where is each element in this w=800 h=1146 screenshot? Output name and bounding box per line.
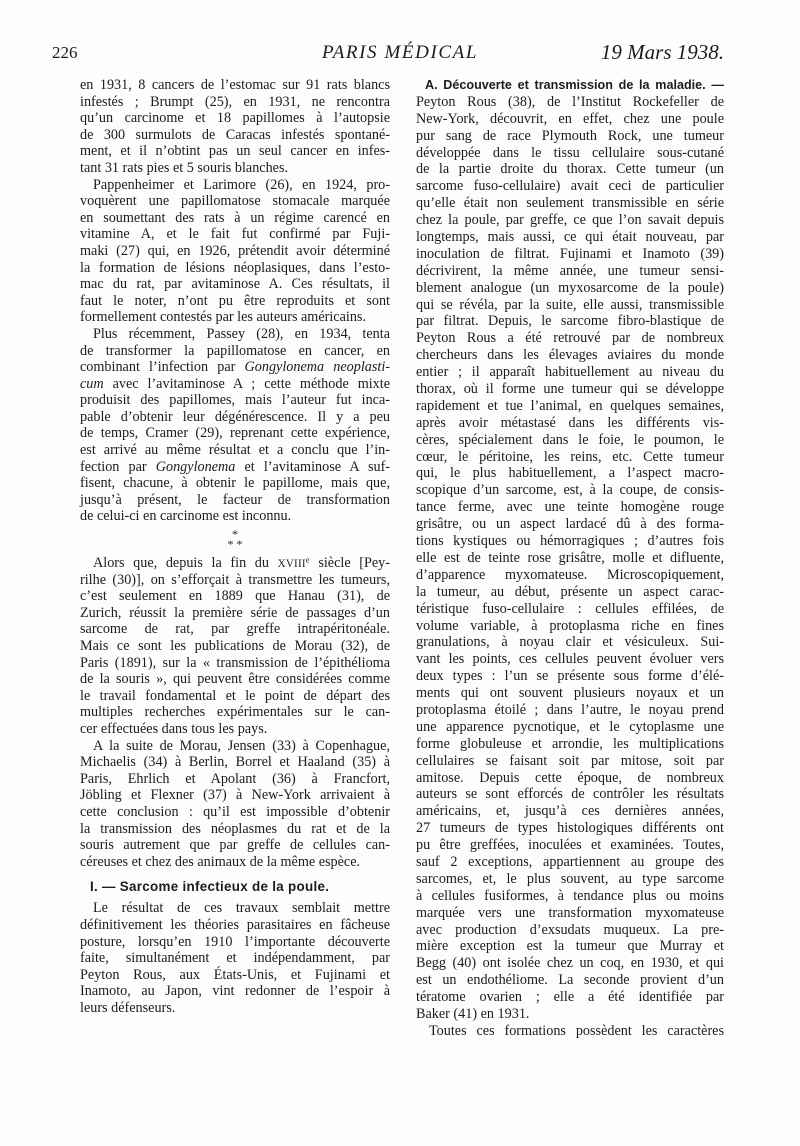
- line-segment: combinant l’infection par: [80, 359, 236, 376]
- text-line: la formation de lésions néoplasiques, dans l’esto-: [80, 259, 390, 276]
- text-line: forme globuleuse et arrondie, les multiplications: [416, 735, 724, 752]
- text-line: Inamoto, au Japon, vint redonner de l’espoir à: [80, 983, 390, 1000]
- text-line: téristique fuso-cellulaire : cellules effilées, de: [416, 600, 724, 617]
- text-line: de la partie droite du thorax. Cette tumeur (un: [416, 161, 724, 178]
- text-line: longtemps, mais aussi, ce qui était nouveau, par: [416, 229, 724, 246]
- text-line: qui, le plus habituellement, a l’aspect macro-: [416, 465, 724, 482]
- text-line: [80, 359, 390, 376]
- text-line: New-York, découvrit, en effet, chez une poule: [416, 110, 724, 127]
- text-line: Jöbling et Flexner (37) à New-York arrivaient à: [80, 787, 390, 804]
- text-line: vitamine A, et le fait fut confirmé par Fuji-: [80, 226, 390, 243]
- text-line: par filtrat. Depuis, le sarcome fibro-blastique de: [416, 313, 724, 330]
- section-heading: I. — Sarcome infectieux de la poule.: [90, 879, 330, 895]
- text-line: produisit des papillomes, mais l’auteur fut inca-: [80, 392, 390, 409]
- italic-taxon-name: Gongylonema: [155, 458, 236, 475]
- text-line: cellulaires se faisant soit par mitose, soit par: [416, 752, 724, 769]
- text-line: de temps, Cramer (29), reprenant cette expérience,: [80, 425, 390, 442]
- text-line: pable d’obtenir leur dégénérescence. Il y a peu: [80, 408, 390, 425]
- line-segment: et l’avitaminose A suf-: [244, 458, 391, 475]
- text-line: tant 31 rats pies et 5 souris blanches.: [80, 159, 289, 176]
- text-line: Begg (40) ont isolée chez un coq, en 1930, et qui: [416, 955, 724, 972]
- text-line: qu’un carcinome et 18 papillomes à l’autopsie: [80, 110, 390, 127]
- text-line: fisent, chacune, à obtenir le papillome, mais que,: [80, 475, 390, 492]
- italic-taxon-name: cum: [80, 375, 104, 392]
- text-line: sauf 2 exceptions, appartiennent au groupe des: [416, 853, 724, 870]
- text-line: Pappenheimer et Larimore (26), en 1924, pro-: [93, 176, 390, 193]
- text-line: Mais ce sont les publications de Morau (32), de: [80, 638, 390, 654]
- text-line: maki (27) qui, en 1926, prétendit avoir déterminé: [80, 242, 390, 259]
- text-line: mière exception est la tumeur que Murray et: [416, 938, 724, 955]
- text-line: elle est de teinte rose grisâtre, molle et difluente,: [416, 549, 724, 566]
- page-number: 226: [52, 43, 78, 62]
- text-line: Peyton Rous (38), de l’Institut Rockefeller de: [416, 93, 724, 110]
- asterism-top: *: [232, 527, 238, 542]
- text-line: vant les points, ces cellules peuvent évoluer vers: [416, 651, 724, 668]
- text-line: sarcome fuso-cellulaire) avait ceci de particulier: [416, 178, 724, 195]
- text-line: en 1931, 8 cancers de l’estomac sur 91 rats blancs: [80, 77, 390, 93]
- text-line: Baker (41) en 1931.: [416, 1005, 530, 1022]
- text-line: qu’elle était non seulement transmissible en série: [416, 195, 724, 212]
- text-line: amitose. Depuis cette époque, de nombreux: [416, 769, 724, 786]
- text-line: après avoir métastasé dans les différents vis-: [416, 414, 724, 431]
- text-line: qui se révéla, par la suite, elle aussi, transmissible: [416, 296, 724, 313]
- left-column: [80, 77, 390, 1016]
- text-line: faite, simultanément et indépendamment, par: [80, 950, 390, 967]
- italic-taxon-name: Gongylonema neoplasti-: [244, 359, 390, 376]
- text-line: sarcome de rat, par greffe intrapéritonéale.: [80, 621, 390, 638]
- text-line: volume variable, à protoplasma riche en fines: [416, 617, 724, 634]
- text-line: c’est seulement en 1889 que Hanau (31), de: [80, 588, 390, 605]
- text-line: le travail fondamental et le point de départ des: [80, 687, 390, 704]
- paragraph: [80, 326, 390, 525]
- text-line: scopique d’un sarcome, est, à la coupe, de consis-: [416, 482, 724, 499]
- text-line: de 300 surmulots de Caracas infestés spontané-: [80, 126, 390, 143]
- text-line: inoculation de filtrat. Fujinami et Inamoto (39): [416, 245, 724, 262]
- text-line: une apparence pycnotique, et le cytoplasme une: [416, 718, 724, 735]
- text-line: Paris, Ehrlich et Apolant (36) à Francfort,: [80, 770, 390, 787]
- century-small-caps: XVIII: [277, 558, 306, 571]
- text-line: Toutes ces formations possèdent les caractères: [429, 1022, 724, 1039]
- text-line: mac du rat, par avitaminose A. Ces résultats, il: [80, 276, 390, 293]
- text-line: marquée vers une transformation myxomateuse: [416, 904, 724, 921]
- paragraph: [80, 177, 390, 326]
- text-line: est arrivé au même résultat et a conclu que l’in-: [80, 442, 390, 459]
- text-line: pu être greffées, inoculées et examinées. Toutes,: [416, 837, 724, 854]
- text-line: protoplasma étoilé ; dans l’autre, le noyau prend: [416, 701, 724, 718]
- paragraph: [416, 77, 724, 1023]
- text-line: la tumeur, au début, présente un aspect carac-: [416, 583, 724, 600]
- issue-date: 19 Mars 1938.: [600, 40, 724, 64]
- text-line: définitivement les théories parasitaires en fâcheuse: [80, 916, 390, 933]
- text-line: souris autrement que par greffe de cellules can-: [80, 837, 390, 854]
- text-line: Plus récemment, Passey (28), en 1934, tenta: [93, 325, 390, 342]
- text-line: céreuses et chez des animaux de la même espèce.: [80, 853, 361, 870]
- text-line: [80, 555, 390, 572]
- text-line: tions kystiques ou hémorragiques ; d’autres fois: [416, 533, 724, 550]
- text-line: tératome ovarien ; elle a été identifiée par: [416, 989, 724, 1006]
- text-line: en soumettant des rats à un régime carencé en: [80, 209, 390, 226]
- text-line: Peyton Rous, aux États-Unis, et Fujinami et: [80, 966, 390, 983]
- ordinal-superscript: e: [305, 554, 310, 565]
- asterism-divider: [80, 525, 390, 555]
- text-line: deux types : l’un se présente sous forme d’élé-: [416, 668, 724, 685]
- text-line: d’apparence myxomateuse. Microscopiquement,: [416, 566, 724, 583]
- text-line: ments qui ont souvent plusieurs noyaux et un: [416, 685, 724, 702]
- text-line: blement analogue (un myxosarcome de la poule): [416, 279, 724, 296]
- asterism-bottom: * *: [227, 537, 243, 552]
- text-line: Paris (1891), sur la « transmission de l’épithélioma: [80, 654, 390, 671]
- right-column: [416, 77, 724, 1040]
- text-line: [80, 376, 390, 393]
- text-line: la transmission des néoplasmes du rat et de la: [80, 820, 390, 837]
- line-segment: fection par: [80, 458, 147, 475]
- text-line: décrivirent, la même année, une tumeur sensi-: [416, 262, 724, 279]
- text-line: posture, lorsqu’en 1910 l’importante découverte: [80, 933, 390, 950]
- paragraph: [80, 900, 390, 1016]
- line-segment: siècle [Pey-: [318, 555, 390, 572]
- text-line: Michaelis (34) à Berlin, Borrel et Haaland (35) à: [80, 754, 390, 771]
- text-line: pur sang de race Plymouth Rock, une tumeur: [416, 127, 724, 144]
- text-line: tance ferme, avec une teinte homogène rouge: [416, 499, 724, 516]
- text-line: entier ; il apparaît habituellement au niveau du: [416, 364, 724, 381]
- text-line: développée dans le tissu cellulaire sous-cutané: [416, 144, 724, 161]
- text-line: cères, spécialement dans le foie, le poumon, le: [416, 431, 724, 448]
- text-line: Peyton Rous a été retrouvé par de nombreux: [416, 330, 724, 347]
- paragraph: [416, 1023, 724, 1040]
- text-line: sarcomes, et, le plus souvent, au type sarcome: [416, 870, 724, 887]
- text-line: de la souris », qui peuvent être considérées comme: [80, 671, 390, 688]
- subsection-heading: A. Découverte et transmission de la maladie. —: [425, 78, 724, 92]
- text-line: jusqu’à présent, le facteur de transformation: [80, 491, 390, 508]
- line-segment: avec l’avitaminose A ; cette méthode mixte: [112, 375, 391, 392]
- line-segment: Alors que, depuis la fin du: [93, 555, 269, 572]
- text-line: faut le noter, n’ont pu être reproduits et sont: [80, 292, 390, 309]
- text-line: Zurich, réussit la première série de passages d’un: [80, 604, 390, 621]
- text-line: granulations, à noyau clair et vésiculeux. Sui-: [416, 634, 724, 651]
- text-line: formellement contestés par les auteurs américains.: [80, 309, 367, 326]
- text-line: Le résultat de ces travaux semblait mettre: [93, 900, 390, 917]
- text-line: américains, et, jusqu’à ces dernières années,: [416, 803, 724, 820]
- text-line: cer effectuées dans tous les pays.: [80, 720, 268, 737]
- text-line: [80, 459, 390, 476]
- text-line: avec production d’exsudats muqueux. La pre-: [416, 921, 724, 938]
- paragraph: [80, 555, 390, 738]
- paragraph: [80, 77, 390, 177]
- text-line: infestés ; Brumpt (25), en 1931, ne rencontra: [80, 93, 390, 110]
- text-line: thorax, où il forme une tumeur qui se développe: [416, 381, 724, 398]
- text-line: rilhe (30)], on s’efforçait à transmettre les tumeurs,: [80, 571, 390, 588]
- text-line: de transformer la papillomatose en cancer, en: [80, 342, 390, 359]
- paragraph: [80, 738, 390, 871]
- text-line: leurs défenseurs.: [80, 999, 176, 1016]
- text-line: auteurs se sont efforcés de contrôler les résultats: [416, 786, 724, 803]
- text-line: cœur, le péritoine, les reins, etc. Cette tumeur: [416, 448, 724, 465]
- text-line: à cellules fusiformes, à tendance plus ou moins: [416, 887, 724, 904]
- text-line: cette conclusion : qu’il est impossible d’obtenir: [80, 803, 390, 820]
- text-line: est un endothéliome. La seconde provient d’un: [416, 972, 724, 989]
- text-line: de celui-ci en carcinome est inconnu.: [80, 508, 292, 525]
- text-line: ment, et il n’obtint pas un seul cancer en infes-: [80, 143, 390, 160]
- text-line: chez la poule, par greffe, ce que l’on savait depuis: [416, 212, 724, 229]
- text-line: A la suite de Morau, Jensen (33) à Copenhague,: [93, 737, 390, 754]
- text-line: rapidement et tue l’animal, en quelques semaines,: [416, 397, 724, 414]
- text-line: grisâtre, ou un aspect lardacé dû à des forma-: [416, 516, 724, 533]
- text-line: multiples recherches expérimentales sur le can-: [80, 704, 390, 721]
- text-line: 27 tumeurs de types histologiques différents ont: [416, 820, 724, 837]
- text-line: chercheurs dans les élevages aviaires du monde: [416, 347, 724, 364]
- journal-title: PARIS MÉDICAL: [321, 42, 479, 63]
- text-line: voquèrent une papillomatose stomacale marquée: [80, 193, 390, 210]
